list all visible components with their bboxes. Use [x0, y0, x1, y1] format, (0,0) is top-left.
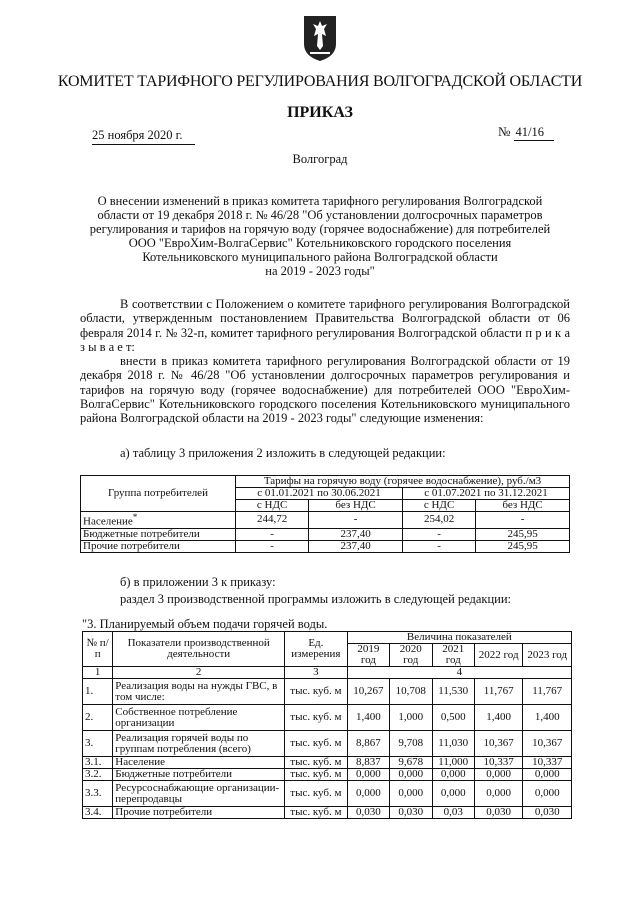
subject-line: на 2019 - 2023 годы" [265, 264, 375, 278]
table-row [81, 528, 570, 540]
table-row [83, 781, 572, 807]
row-unit: тыс. куб. м [285, 807, 348, 819]
subject-line: О внесении изменений в приказ комитета тарифного регулирования Волгоградской [97, 194, 543, 208]
row-value: 9,678 [390, 757, 432, 769]
period-1-header: с 01.01.2021 по 30.06.2021 [236, 488, 403, 500]
document-type: ПРИКАЗ [287, 104, 353, 121]
col-group-header: Группа потребителей [81, 476, 236, 512]
row-value: 0,030 [523, 807, 572, 819]
row-value: 10,367 [474, 731, 522, 757]
group-cell: Бюджетные потребители [81, 528, 236, 540]
value-cell: - [402, 528, 475, 540]
value-cell: - [476, 512, 570, 529]
year-header: 2023 год [523, 644, 572, 667]
novat-header: без НДС [309, 500, 403, 512]
row-name: Реализация горячей воды по группам потребления (всего) [113, 731, 285, 757]
value-cell: 237,40 [309, 528, 403, 540]
value-cell: 254,02 [402, 512, 475, 529]
value-cell: 245,95 [476, 540, 570, 552]
col-tariffs-header: Тарифы на горячую воду (горячее водоснабжение), руб./м3 [236, 476, 570, 488]
row-value: 11,030 [432, 731, 474, 757]
value-cell: - [402, 540, 475, 552]
row-value: 0,000 [523, 781, 572, 807]
row-value: 0,030 [347, 807, 389, 819]
row-value: 10,267 [347, 679, 389, 705]
row-value: 11,000 [432, 757, 474, 769]
group-cell [81, 512, 236, 529]
subject-line: Котельниковского муниципального района Волгоградской области [142, 250, 498, 264]
row-value: 0,000 [347, 781, 389, 807]
vat-header: с НДС [236, 500, 309, 512]
row-value: 1,400 [347, 705, 389, 731]
row-value: 10,337 [474, 757, 522, 769]
row-value: 0,000 [432, 769, 474, 781]
preamble [80, 297, 570, 426]
row-value: 1,400 [474, 705, 522, 731]
row-value: 10,337 [523, 757, 572, 769]
value-cell: - [236, 540, 309, 552]
row-value: 11,767 [523, 679, 572, 705]
row-num: 2. [83, 705, 113, 731]
preamble-text: В соответствии с Положением о комитете тарифного регулирования Волгоградской области, утвержденным постановлением Правительства Волгоградской области от 06 февраля 2014 г. № 32-п, комитет тарифного регулирования Волгоградской области п р и к а з ы в а е т: [80, 297, 570, 354]
row-num: 3.2. [83, 769, 113, 781]
row-unit: тыс. куб. м [285, 781, 348, 807]
row-value: 11,767 [474, 679, 522, 705]
row-name: Население [113, 757, 285, 769]
row-num: 3.1. [83, 757, 113, 769]
unit-header: Ед. измерения [285, 632, 348, 667]
row-value: 0,03 [432, 807, 474, 819]
document-number [498, 124, 554, 140]
row-value: 0,030 [474, 807, 522, 819]
document-date: 25 ноября 2020 г. [92, 128, 195, 145]
year-header: 2019 год [347, 644, 389, 667]
table-row [83, 731, 572, 757]
row-num: 3. [83, 731, 113, 757]
table-row [83, 679, 572, 705]
row-num: 3.3. [83, 781, 113, 807]
row-value: 1,400 [523, 705, 572, 731]
table-row [83, 769, 572, 781]
table2-title: "3. Планируемый объем подачи горячей воды. [82, 617, 328, 631]
table-row [83, 807, 572, 819]
value-cell: - [236, 528, 309, 540]
city: Волгоград [292, 152, 348, 166]
row-value: 9,708 [390, 731, 432, 757]
year-header: 2022 год [474, 644, 522, 667]
table-row [83, 705, 572, 731]
row-unit: тыс. куб. м [285, 705, 348, 731]
coat-of-arms-icon [302, 14, 338, 62]
value-cell: - [309, 512, 403, 529]
committee-name: КОМИТЕТ ТАРИФНОГО РЕГУЛИРОВАНИЯ ВОЛГОГРАДСКОЙ ОБЛАСТИ [57, 73, 583, 90]
num-header: № п/п [83, 632, 113, 667]
row-value: 0,500 [432, 705, 474, 731]
item-b: б) в приложении 3 к приказу: [120, 575, 276, 589]
number-value: 41/16 [514, 125, 554, 141]
row-value: 0,000 [523, 769, 572, 781]
row-unit: тыс. куб. м [285, 731, 348, 757]
index-cell: 4 [347, 667, 571, 679]
table-row [81, 512, 570, 529]
row-num: 1. [83, 679, 113, 705]
table-row [81, 540, 570, 552]
row-num: 3.4. [83, 807, 113, 819]
index-cell: 2 [113, 667, 285, 679]
row-value: 0,000 [474, 781, 522, 807]
row-value: 0,000 [390, 781, 432, 807]
row-unit: тыс. куб. м [285, 757, 348, 769]
year-header: 2020 год [390, 644, 432, 667]
values-header: Величина показателей [347, 632, 571, 644]
order-clause: внести в приказ комитета тарифного регулирования Волгоградской области от 19 декабря 2018 г. № 46/28 "Об установлении долгосрочных параметров регулирования и тарифов на горячую воду (горячее водоснабжение) для потребителей ООО "ЕвроХим-ВолгаСервис" Котельниковского городского поселения Котельниковского муниципального района Волгоградской области на 2019 - 2023 годы" следующие изменения: [80, 354, 570, 426]
row-value: 0,000 [432, 781, 474, 807]
index-cell: 3 [285, 667, 348, 679]
period-2-header: с 01.07.2021 по 31.12.2021 [402, 488, 569, 500]
subject-line: регулирования и тарифов на горячую воду (горячее водоснабжение) для потребителей [89, 222, 551, 236]
document-subject [80, 194, 560, 278]
value-cell: 244,72 [236, 512, 309, 529]
indicator-header: Показатели производственной деятельности [113, 632, 285, 667]
row-value: 0,000 [347, 769, 389, 781]
row-name: Прочие потребители [113, 807, 285, 819]
row-value: 10,367 [523, 731, 572, 757]
novat-header: без НДС [476, 500, 570, 512]
group-cell: Прочие потребители [81, 540, 236, 552]
row-name: Собственное потребление организации [113, 705, 285, 731]
number-label: № [498, 124, 511, 139]
row-name: Ресурсоснабжающие организации-перепродавцы [113, 781, 285, 807]
row-value: 11,530 [432, 679, 474, 705]
table-row [83, 757, 572, 769]
year-header: 2021 год [432, 644, 474, 667]
row-value: 0,030 [390, 807, 432, 819]
group-name: Население [83, 515, 133, 528]
item-a: а) таблицу 3 приложения 2 изложить в следующей редакции: [120, 446, 446, 460]
value-cell: 237,40 [309, 540, 403, 552]
value-cell: 245,95 [476, 528, 570, 540]
row-unit: тыс. куб. м [285, 769, 348, 781]
production-table [82, 631, 572, 819]
row-value: 10,708 [390, 679, 432, 705]
tariff-table [80, 475, 570, 553]
section-3-instruction: раздел 3 производственной программы изложить в следующей редакции: [120, 592, 512, 606]
row-unit: тыс. куб. м [285, 679, 348, 705]
footnote-mark: * [132, 512, 138, 522]
vat-header: с НДС [402, 500, 475, 512]
row-value: 0,000 [390, 769, 432, 781]
row-value: 8,837 [347, 757, 389, 769]
row-value: 0,000 [474, 769, 522, 781]
row-name: Бюджетные потребители [113, 769, 285, 781]
index-cell: 1 [83, 667, 113, 679]
subject-line: ООО "ЕвроХим-ВолгаСервис" Котельниковского городского поселения [128, 236, 512, 250]
row-value: 8,867 [347, 731, 389, 757]
row-value: 1,000 [390, 705, 432, 731]
subject-line: области от 19 декабря 2018 г. № 46/28 "Об установлении долгосрочных параметров [97, 208, 543, 222]
row-name: Реализация воды на нужды ГВС, в том числе: [113, 679, 285, 705]
